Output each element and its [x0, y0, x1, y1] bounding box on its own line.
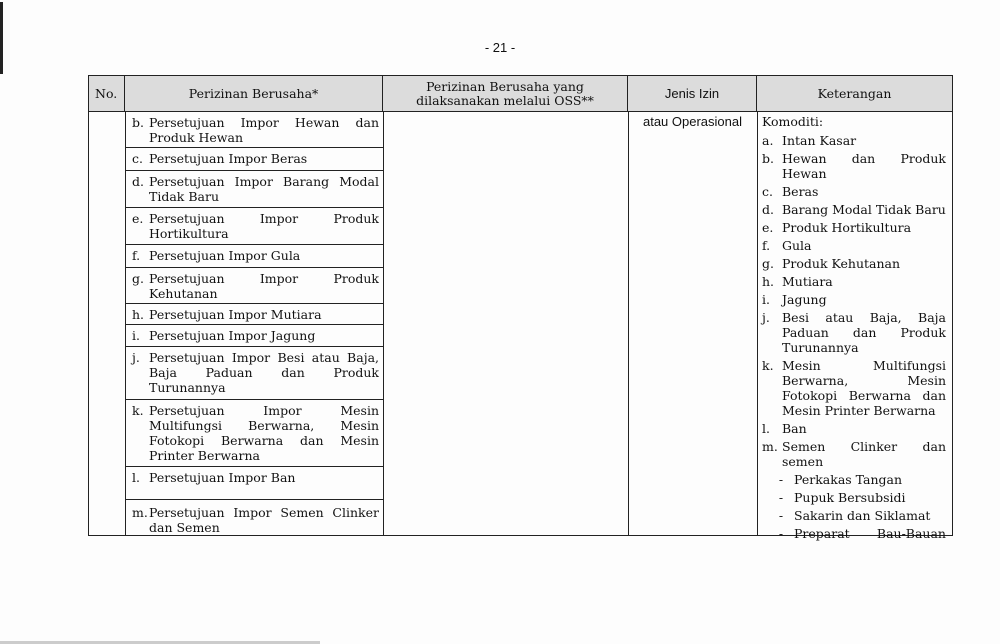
item-label: d. [132, 174, 144, 189]
scan-edge-mark [0, 2, 3, 74]
list-item-text: Jagung [782, 292, 827, 307]
permit-table [88, 75, 953, 541]
list-item-label: k. [762, 358, 774, 373]
sub-list-item [762, 526, 946, 541]
dash-marker: - [778, 472, 784, 487]
list-item-text: Barang Modal Tidak Baru [782, 202, 946, 217]
list-item-label: h. [762, 274, 775, 289]
jenis-izin-value: atau Operasional [642, 114, 742, 129]
list-item-label: d. [762, 202, 774, 217]
table-row [125, 500, 383, 535]
item-text: Persetujuan Impor Ban [149, 470, 296, 485]
sub-list-item [762, 472, 946, 487]
list-item [762, 238, 946, 253]
item-label: k. [132, 403, 144, 418]
list-item [762, 151, 946, 181]
table-row [125, 171, 383, 208]
item-text: Persetujuan Impor Produk Kehutanan [149, 271, 379, 301]
table-row [125, 304, 383, 325]
table-row [125, 467, 383, 500]
item-label: c. [132, 151, 143, 166]
sub-list-item-text: Sakarin dan Siklamat [794, 508, 931, 523]
list-item-label: m. [762, 439, 778, 454]
item-text: Persetujuan Impor Produk Hortikultura [149, 211, 379, 241]
list-item [762, 358, 946, 418]
item-label: b. [132, 115, 144, 130]
list-item [762, 274, 946, 289]
list-item-label: e. [762, 220, 774, 235]
table-row [125, 347, 383, 400]
item-label: e. [132, 211, 144, 226]
sub-list-item-text: Pupuk Bersubsidi [794, 490, 906, 505]
list-item-label: g. [762, 256, 774, 271]
item-label: f. [132, 248, 141, 263]
list-item [762, 256, 946, 271]
header-no: No. [89, 76, 125, 111]
item-text: Persetujuan Impor Beras [149, 151, 308, 166]
item-text: Persetujuan Impor Hewan dan Produk Hewan [149, 115, 379, 145]
keterangan-cell [757, 114, 952, 544]
item-text: Persetujuan Impor Semen Clinker dan Semen [149, 505, 379, 535]
list-item-text: Produk Hortikultura [782, 220, 912, 235]
list-item-text: Gula [782, 238, 812, 253]
header-oss: Perizinan Berusaha yang dilaksanakan melalui OSS** [383, 76, 628, 111]
item-text: Persetujuan Impor Jagung [149, 328, 316, 343]
item-text: Persetujuan Impor Gula [149, 248, 301, 263]
item-label: m. [132, 505, 148, 520]
list-item [762, 133, 946, 148]
item-label: i. [132, 328, 140, 343]
list-item-label: a. [762, 133, 774, 148]
table-row [125, 268, 383, 304]
table-row [125, 112, 383, 148]
sub-list-item-text: Perkakas Tangan [794, 472, 903, 487]
list-item-text: Mutiara [782, 274, 833, 289]
item-text: Persetujuan Impor Barang Modal Tidak Baru [149, 174, 379, 204]
list-item [762, 184, 946, 199]
item-label: h. [132, 307, 145, 322]
header-perizinan-berusaha: Perizinan Berusaha* [125, 76, 383, 111]
table-row [125, 400, 383, 467]
list-item [762, 202, 946, 217]
table-row [125, 245, 383, 268]
table-row [125, 148, 383, 171]
table-body [89, 112, 952, 541]
dash-marker: - [778, 508, 784, 523]
sub-list-item-text: Preparat Bau-Bauan [794, 526, 946, 541]
list-item-label: b. [762, 151, 774, 166]
komoditi-heading: Komoditi: [762, 114, 824, 129]
dash-marker: - [778, 526, 784, 541]
list-item-label: c. [762, 184, 773, 199]
list-item-text: Mesin Multifungsi Berwarna, Mesin Fotokopi Berwarna dan Mesin Printer Berwarna [782, 358, 946, 418]
column-divider [628, 112, 629, 535]
list-item-text: Hewan dan Produk Hewan [782, 151, 946, 181]
list-item [762, 220, 946, 235]
column-divider [383, 112, 384, 535]
list-item [762, 292, 946, 307]
list-item [762, 310, 946, 355]
item-label: l. [132, 470, 140, 485]
table-header [89, 76, 952, 112]
dash-marker: - [778, 490, 784, 505]
item-text: Persetujuan Impor Besi atau Baja, Baja Paduan dan Produk Turunannya [149, 350, 379, 395]
sub-list-item [762, 508, 946, 523]
table-row [125, 208, 383, 245]
list-item-text: Besi atau Baja, Baja Paduan dan Produk Turunannya [782, 310, 946, 355]
list-item [762, 439, 946, 469]
list-item-label: l. [762, 421, 770, 436]
list-item-label: i. [762, 292, 770, 307]
page-number: - 21 - [484, 40, 516, 55]
list-item-label: j. [762, 310, 770, 325]
list-item-text: Beras [782, 184, 819, 199]
table-row [125, 325, 383, 347]
item-label: j. [132, 350, 140, 365]
list-item [762, 421, 946, 436]
list-item-text: Intan Kasar [782, 133, 857, 148]
item-label: g. [132, 271, 144, 286]
list-item-text: Semen Clinker dan semen [782, 439, 946, 469]
sub-list-item [762, 490, 946, 505]
header-keterangan: Keterangan [817, 85, 892, 101]
list-item-text: Produk Kehutanan [782, 256, 901, 271]
header-jenis-izin: Jenis Izin [628, 76, 757, 111]
item-text: Persetujuan Impor Mesin Multifungsi Berwarna, Mesin Fotokopi Berwarna dan Mesin Printer Berwarna [149, 403, 379, 463]
list-item-text: Ban [782, 421, 807, 436]
list-item-label: f. [762, 238, 771, 253]
item-text: Persetujuan Impor Mutiara [149, 307, 322, 322]
